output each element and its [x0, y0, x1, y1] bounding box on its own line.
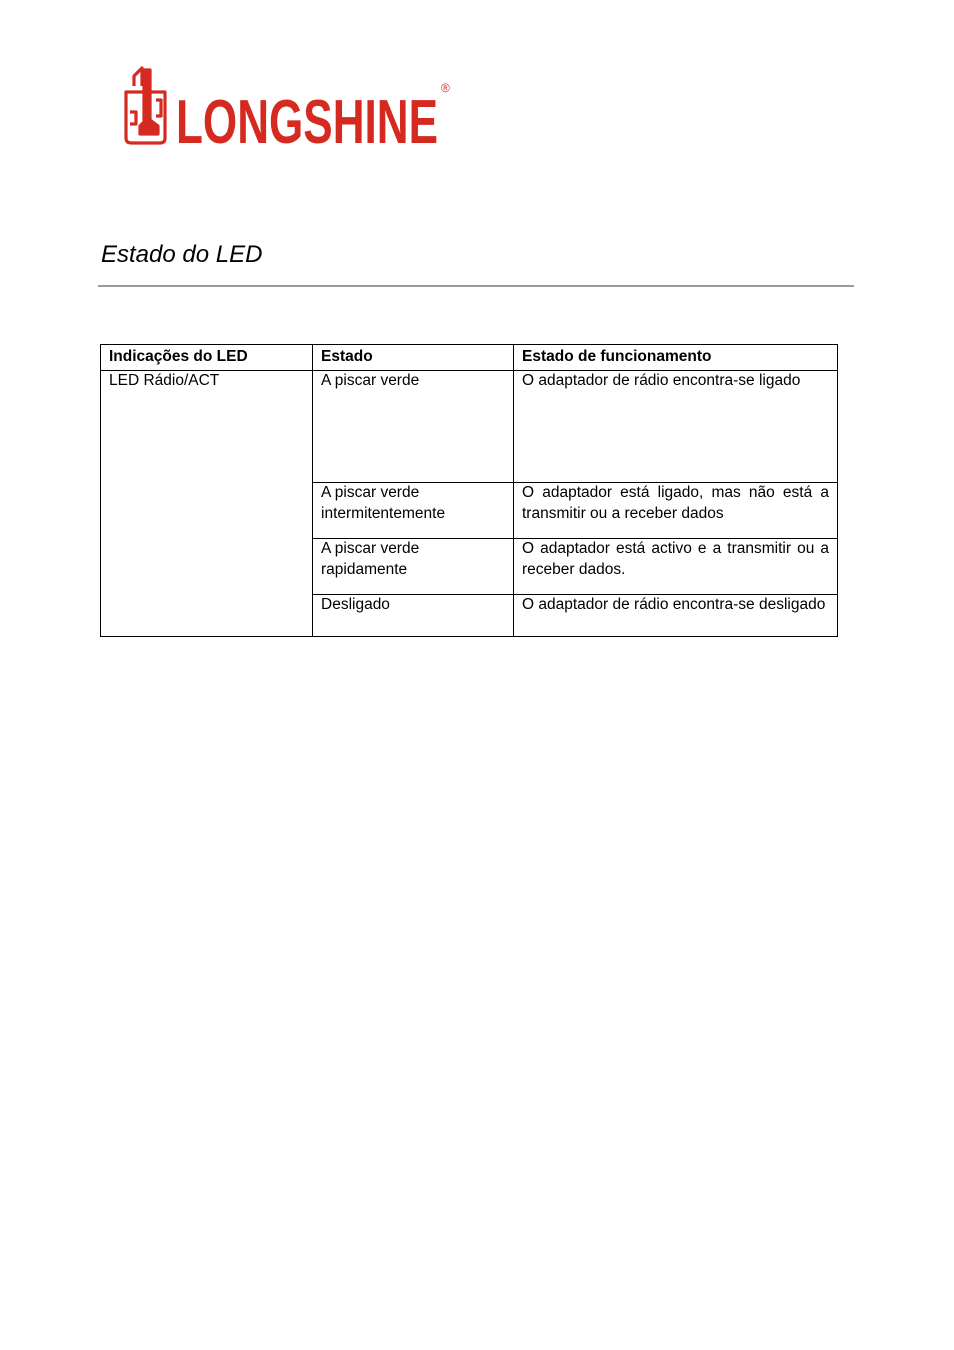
funcionamento-cell: O adaptador de rádio encontra-se ligado — [514, 371, 838, 483]
table-row — [101, 371, 838, 483]
section-title: Estado do LED — [101, 241, 263, 268]
title-divider — [98, 285, 854, 287]
led-status-table — [100, 344, 838, 637]
estado-cell: A piscar verde intermitentemente — [313, 483, 514, 539]
header-funcionamento: Estado de funcionamento — [514, 345, 838, 371]
header-estado: Estado — [313, 345, 514, 371]
funcionamento-cell: O adaptador está ligado, mas não está a transmitir ou a receber dados — [514, 483, 838, 539]
led-indicator-cell: LED Rádio/ACT — [101, 371, 313, 637]
table-header-row — [101, 345, 838, 371]
funcionamento-cell: O adaptador de rádio encontra-se desligado — [514, 595, 838, 637]
longshine-emblem-icon — [126, 68, 165, 143]
longshine-logo — [112, 64, 457, 148]
funcionamento-cell: O adaptador está activo e a transmitir ou a receber dados. — [514, 539, 838, 595]
estado-cell: A piscar verde rapidamente — [313, 539, 514, 595]
header-indicacoes: Indicações do LED — [101, 345, 313, 371]
estado-cell: Desligado — [313, 595, 514, 637]
estado-cell: A piscar verde — [313, 371, 514, 483]
logo-wordmark: LONGSHINE — [176, 88, 438, 148]
registered-mark: ® — [441, 81, 450, 95]
